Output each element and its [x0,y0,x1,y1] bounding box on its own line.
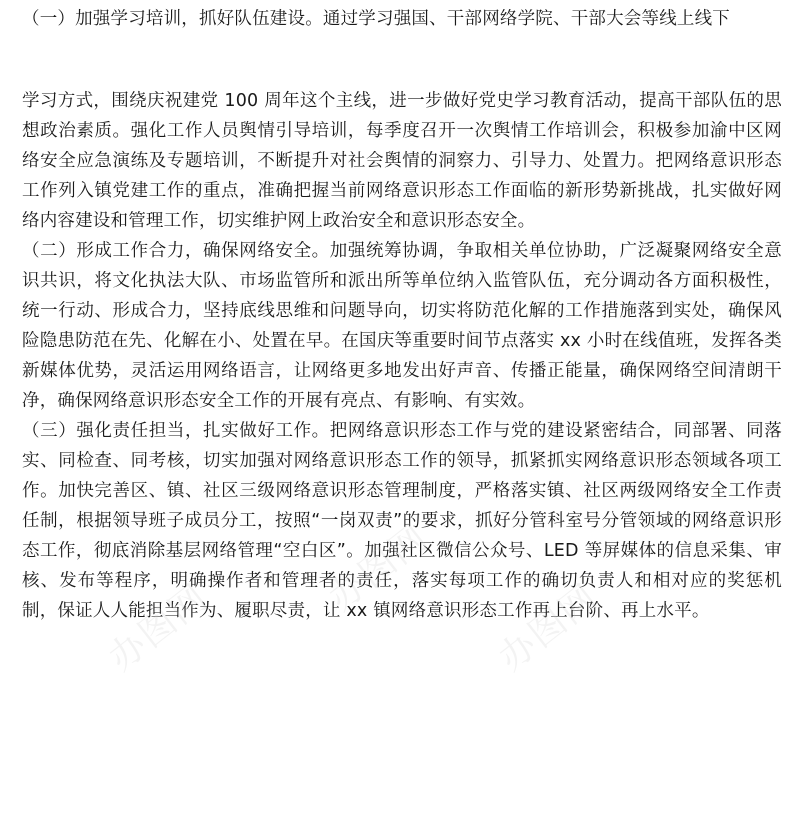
watermark-1: 办图网 [101,576,217,680]
section-2-paragraph: （二）形成工作合力，确保网络安全。加强统筹协调，争取相关单位协助，广泛凝聚网络安全意识共识，将文化执法大队、市场监管所和派出所等单位纳入监管队伍，充分调动各方面积极性，统一行动、形成合力，坚持底线思维和问题导向，切实将防范化解的工作措施落到实处，确保风险隐患防范在先、化解在小、处置在早。在国庆等重要时间节点落实 xx 小时在线值班，发挥各类新媒体优势，灵活运用网络语言，让网络更多地发出好声音、传播正能量，确保网络空间清朗干净，确保网络意识形态安全工作的开展有亮点、有影响、有实效。 [22,241,782,411]
section-1-lead-line: （一）加强学习培训，抓好队伍建设。通过学习强国、干部网络学院、干部大会等线上线下 [22,9,730,29]
section-3-paragraph: （三）强化责任担当，扎实做好工作。把网络意识形态工作与党的建设紧密结合，同部署、同落实、同检查、同考核，切实加强对网络意识形态工作的领导，抓紧抓实网络意识形态领域各项工作。加快完善区、镇、社区三级网络意识形态管理制度，严格落实镇、社区两级网络安全工作责任制，根据领导班子成员分工，按照“一岗双责”的要求，抓好分管科室号分管领域的网络意识形态工作，彻底消除基层网络管理“空白区”。加强社区微信公众号、LED 等屏媒体的信息采集、审核、发布等程序，明确操作者和管理者的责任，落实每项工作的确切负责人和相对应的奖惩机制，保证人人能担当作为、履职尽责，让 xx 镇网络意识形态工作再上台阶、再上水平。 [22,421,782,621]
document-body [22,86,782,626]
cropped-heading-fragment [36,0,186,2]
watermark-3: 办图网 [491,576,607,680]
watermark-2: 办图网 [321,516,437,620]
section-1-body: 学习方式，围绕庆祝建党 100 周年这个主线，进一步做好党史学习教育活动，提高干部队伍的思想政治素质。强化工作人员舆情引导培训，每季度召开一次舆情工作培训会，积极参加渝中区网络安全应急演练及专题培训，不断提升对社会舆情的洞察力、引导力、处置力。把网络意识形态工作列入镇党建工作的重点，准确把握当前网络意识形态工作面临的新形势新挑战，扎实做好网络内容建设和管理工作，切实维护网上政治安全和意识形态安全。 [22,91,782,231]
